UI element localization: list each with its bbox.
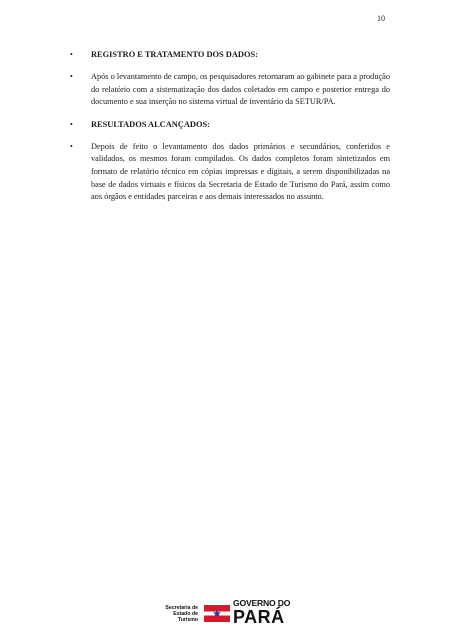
bullet: •: [70, 72, 73, 81]
section-resultados-paragraph: [68, 141, 390, 204]
para-state-flag-icon: [204, 605, 230, 622]
page-number: 10: [377, 14, 385, 23]
section-heading: RESULTADOS ALCANÇADOS:: [91, 119, 210, 129]
section-heading: REGISTRO E TRATAMENTO DOS DADOS:: [91, 50, 258, 59]
bullet: •: [70, 141, 73, 151]
paragraph: Após o levantamento de campo, os pesquisadores retornaram ao gabinete para a produção do relatório com a sistematização dos dados coletados em campo e posterior entrega do documento e sua inserção no sistema virtual de inventário da SETUR/PA.: [91, 72, 390, 107]
governo-do-label: GOVERNO DO: [233, 598, 291, 608]
secretaria-line: Turismo: [177, 617, 198, 623]
footer-logos: [151, 596, 311, 630]
bullet: •: [70, 119, 73, 129]
para-label: PARÁ: [233, 607, 285, 627]
secretaria-turismo-label: [151, 605, 198, 623]
section-registro-heading: [68, 49, 390, 61]
governo-do-para-logo: [233, 599, 311, 626]
section-resultados-heading: [68, 119, 390, 131]
secretaria-line: Secretaria de: [165, 605, 198, 611]
paragraph: Depois de feito o levantamento dos dados primários e secundários, conferidos e validados, os mesmos foram compilados. Os dados completos foram sintetizados em formato de relatório técnico em cópias impressas e digitais, a serem disponibilizadas na base de dados virtuais e físicos da Secretaria de Estado de Turismo do Pará, assim como aos órgãos e entidades parceiras e aos demais interessados no assunto.: [91, 141, 390, 202]
bullet: •: [70, 50, 73, 59]
document-body: [68, 49, 390, 214]
secretaria-line: Estado de: [173, 611, 198, 617]
section-registro-paragraph: [68, 71, 390, 109]
